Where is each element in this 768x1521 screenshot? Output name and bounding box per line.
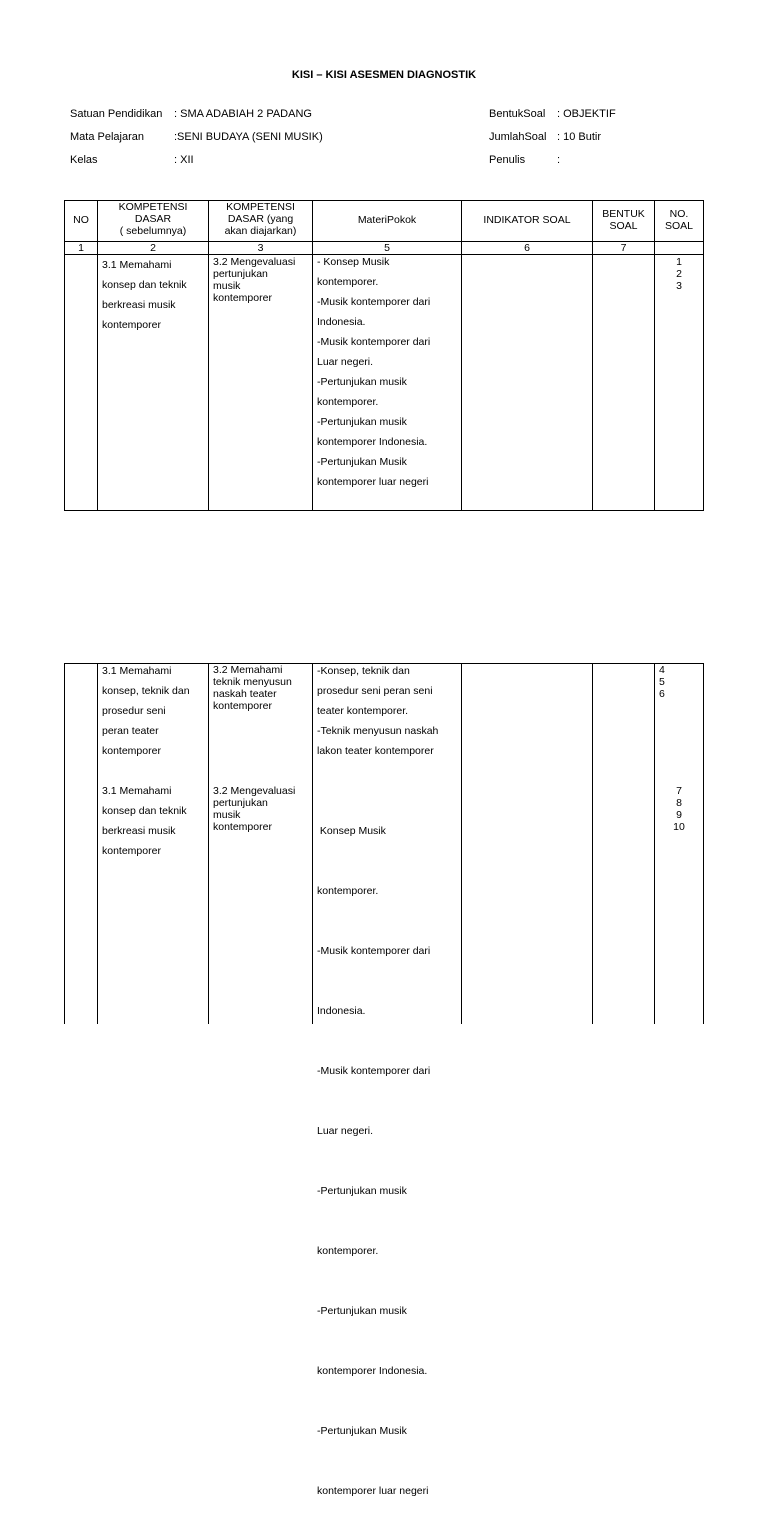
colnum-2: 2 <box>150 242 156 254</box>
row2a-nosoal-item: 4 <box>659 664 665 676</box>
row2b-materi-line: Luar negeri. <box>317 1125 374 1137</box>
row2b-materi-line: -Pertunjukan musik <box>317 1185 407 1197</box>
row2b-nosoal-item: 8 <box>676 797 682 809</box>
row2a-nosoal-item: 6 <box>659 688 665 700</box>
row2a-kd-prev-line: 3.1 Memahami <box>102 665 172 677</box>
header-materi: MateriPokok <box>357 214 417 226</box>
row1-materi-line: -Musik kontemporer dari <box>317 336 431 348</box>
row2a-kd-prev-line: konsep, teknik dan <box>102 685 190 697</box>
row2a-kd-next-line: naskah teater <box>213 688 277 700</box>
row1-materi-line: -Pertunjukan Musik <box>317 456 407 468</box>
header-bentuk-line: BENTUK <box>602 208 645 220</box>
row1-kd-next-line: kontemporer <box>213 292 272 304</box>
meta-label-mapel: Mata Pelajaran <box>70 131 144 143</box>
row2b-materi-line: -Pertunjukan musik <box>317 1305 407 1317</box>
meta-label-bentuk: BentukSoal <box>489 108 546 120</box>
row1-kd-prev <box>102 255 207 335</box>
colnum-3: 3 <box>257 242 264 254</box>
row2b-materi-line: -Musik kontemporer dari <box>317 945 431 957</box>
row1-materi-line: kontemporer. <box>317 396 379 408</box>
header-no: NO <box>73 214 89 226</box>
row1-kd-prev-line: konsep dan teknik <box>102 279 187 291</box>
row2a-kd-prev <box>102 661 207 761</box>
row1-kd-next <box>213 256 311 304</box>
row2b-materi-line: kontemporer. <box>317 885 379 897</box>
meta-value-bentuk: : OBJEKTIF <box>557 108 616 120</box>
meta-label-jumlah: JumlahSoal <box>489 131 547 143</box>
row2b-kd-prev-line: konsep dan teknik <box>102 805 187 817</box>
row1-nosoal-item: 2 <box>676 268 682 280</box>
row2b-materi-line: kontemporer luar negeri <box>317 1485 429 1497</box>
row1-materi-line: kontemporer. <box>317 276 379 288</box>
row1-materi-line: kontemporer luar negeri <box>317 476 429 488</box>
row1-kd-next-line: musik <box>213 280 241 292</box>
meta-label-satuan: Satuan Pendidikan <box>70 108 163 120</box>
row2a-kd-next-line: 3.2 Memahami <box>213 664 283 676</box>
meta-value-kelas: : XII <box>174 154 194 166</box>
header-kd-next-line: akan diajarkan) <box>224 225 297 237</box>
colnum-7: 7 <box>620 242 627 254</box>
row2a-materi-line: teater kontemporer. <box>317 705 409 717</box>
row2b-kd-next-line: 3.2 Mengevaluasi <box>213 785 296 797</box>
row1-nosoal-item: 3 <box>676 280 682 292</box>
meta-label-penulis: Penulis <box>489 154 526 166</box>
row2b-kd-next <box>213 785 311 833</box>
colnum-5: 5 <box>384 242 390 254</box>
row2a-kd-next-line: teknik menyusun <box>213 676 292 688</box>
header-kd-next-line: DASAR (yang <box>227 213 294 225</box>
header-nosoal-line: NO. <box>669 208 689 220</box>
row1-kd-next-line: 3.2 Mengevaluasi <box>213 256 296 268</box>
row1-materi-line: Luar negeri. <box>317 356 374 368</box>
row1-nosoal-item: 1 <box>676 256 682 268</box>
header-bentuk <box>593 208 654 232</box>
row1-kd-prev-line: 3.1 Memahami <box>102 259 172 271</box>
header-bentuk-line: SOAL <box>609 220 638 232</box>
row2a-nosoal-item: 5 <box>659 676 665 688</box>
colnum-1: 1 <box>78 242 84 254</box>
row2b-nosoal-item: 7 <box>676 785 682 797</box>
row2b-kd-prev <box>102 781 207 861</box>
row2a-kd-prev-line: prosedur seni <box>102 705 166 717</box>
colnum-6: 6 <box>524 242 530 254</box>
row1-materi-line: -Musik kontemporer dari <box>317 296 431 308</box>
row1-materi-line: -Pertunjukan musik <box>317 416 407 428</box>
row2a-materi <box>317 661 460 761</box>
row2a-materi-line: lakon teater kontemporer <box>317 745 434 757</box>
row2a-kd-next <box>213 664 311 712</box>
row2b-materi-line: kontemporer. <box>317 1245 379 1257</box>
row2a-materi-line: prosedur seni peran seni <box>317 685 433 697</box>
row2b-materi-line: Indonesia. <box>317 1005 366 1017</box>
meta-value-penulis: : <box>557 154 561 166</box>
row2a-kd-prev-line: peran teater <box>102 725 159 737</box>
row2b-materi-line: Konsep Musik <box>317 825 386 837</box>
header-kd-prev-line: ( sebelumnya) <box>119 225 187 237</box>
row1-nosoal <box>655 256 703 292</box>
row2b-materi-line: -Musik kontemporer dari <box>317 1065 431 1077</box>
header-kd-prev-line: DASAR <box>134 213 172 225</box>
row1-kd-prev-line: kontemporer <box>102 319 161 331</box>
meta-value-mapel: :SENI BUDAYA (SENI MUSIK) <box>174 131 323 143</box>
header-kd-prev <box>98 201 208 237</box>
header-kd-prev-line: KOMPETENSI <box>118 201 188 213</box>
row2a-nosoal <box>659 664 703 700</box>
meta-label-kelas: Kelas <box>70 154 98 166</box>
meta-value-jumlah: : 10 Butir <box>557 131 602 143</box>
row1-kd-prev-line: berkreasi musik <box>102 299 176 311</box>
header-nosoal <box>655 208 703 232</box>
header-indikator: INDIKATOR SOAL <box>483 214 571 226</box>
row2a-materi-line: -Teknik menyusun naskah <box>317 725 439 737</box>
row1-materi-line: - Konsep Musik <box>317 256 390 268</box>
row2b-kd-prev-line: kontemporer <box>102 845 161 857</box>
row2b-nosoal-item: 10 <box>673 821 685 833</box>
row2b-nosoal <box>655 785 703 833</box>
row2a-kd-next-line: kontemporer <box>213 700 272 712</box>
document-title: KISI – KISI ASESMEN DIAGNOSTIK <box>291 69 477 81</box>
row2b-kd-next-line: pertunjukan <box>213 797 268 809</box>
row1-materi <box>317 252 460 492</box>
row1-materi-line: kontemporer Indonesia. <box>317 436 428 448</box>
row2a-materi-line: -Konsep, teknik dan <box>317 665 410 677</box>
row2b-kd-prev-line: 3.1 Memahami <box>102 785 172 797</box>
row2b-kd-prev-line: berkreasi musik <box>102 825 176 837</box>
row2b-kd-next-line: musik <box>213 809 241 821</box>
row2b-materi-line: kontemporer Indonesia. <box>317 1365 428 1377</box>
header-kd-next <box>209 201 312 237</box>
header-nosoal-line: SOAL <box>664 220 693 232</box>
meta-value-satuan: : SMA ADABIAH 2 PADANG <box>174 108 312 120</box>
row2b-nosoal-item: 9 <box>676 809 682 821</box>
row2b-materi-line: -Pertunjukan Musik <box>317 1425 407 1437</box>
header-kd-next-line: KOMPETENSI <box>226 201 295 213</box>
row1-materi-line: -Pertunjukan musik <box>317 376 407 388</box>
row2a-kd-prev-line: kontemporer <box>102 745 161 757</box>
row2b-materi <box>317 781 460 1521</box>
row1-kd-next-line: pertunjukan <box>213 268 268 280</box>
row2b-kd-next-line: kontemporer <box>213 821 272 833</box>
row1-materi-line: Indonesia. <box>317 316 366 328</box>
